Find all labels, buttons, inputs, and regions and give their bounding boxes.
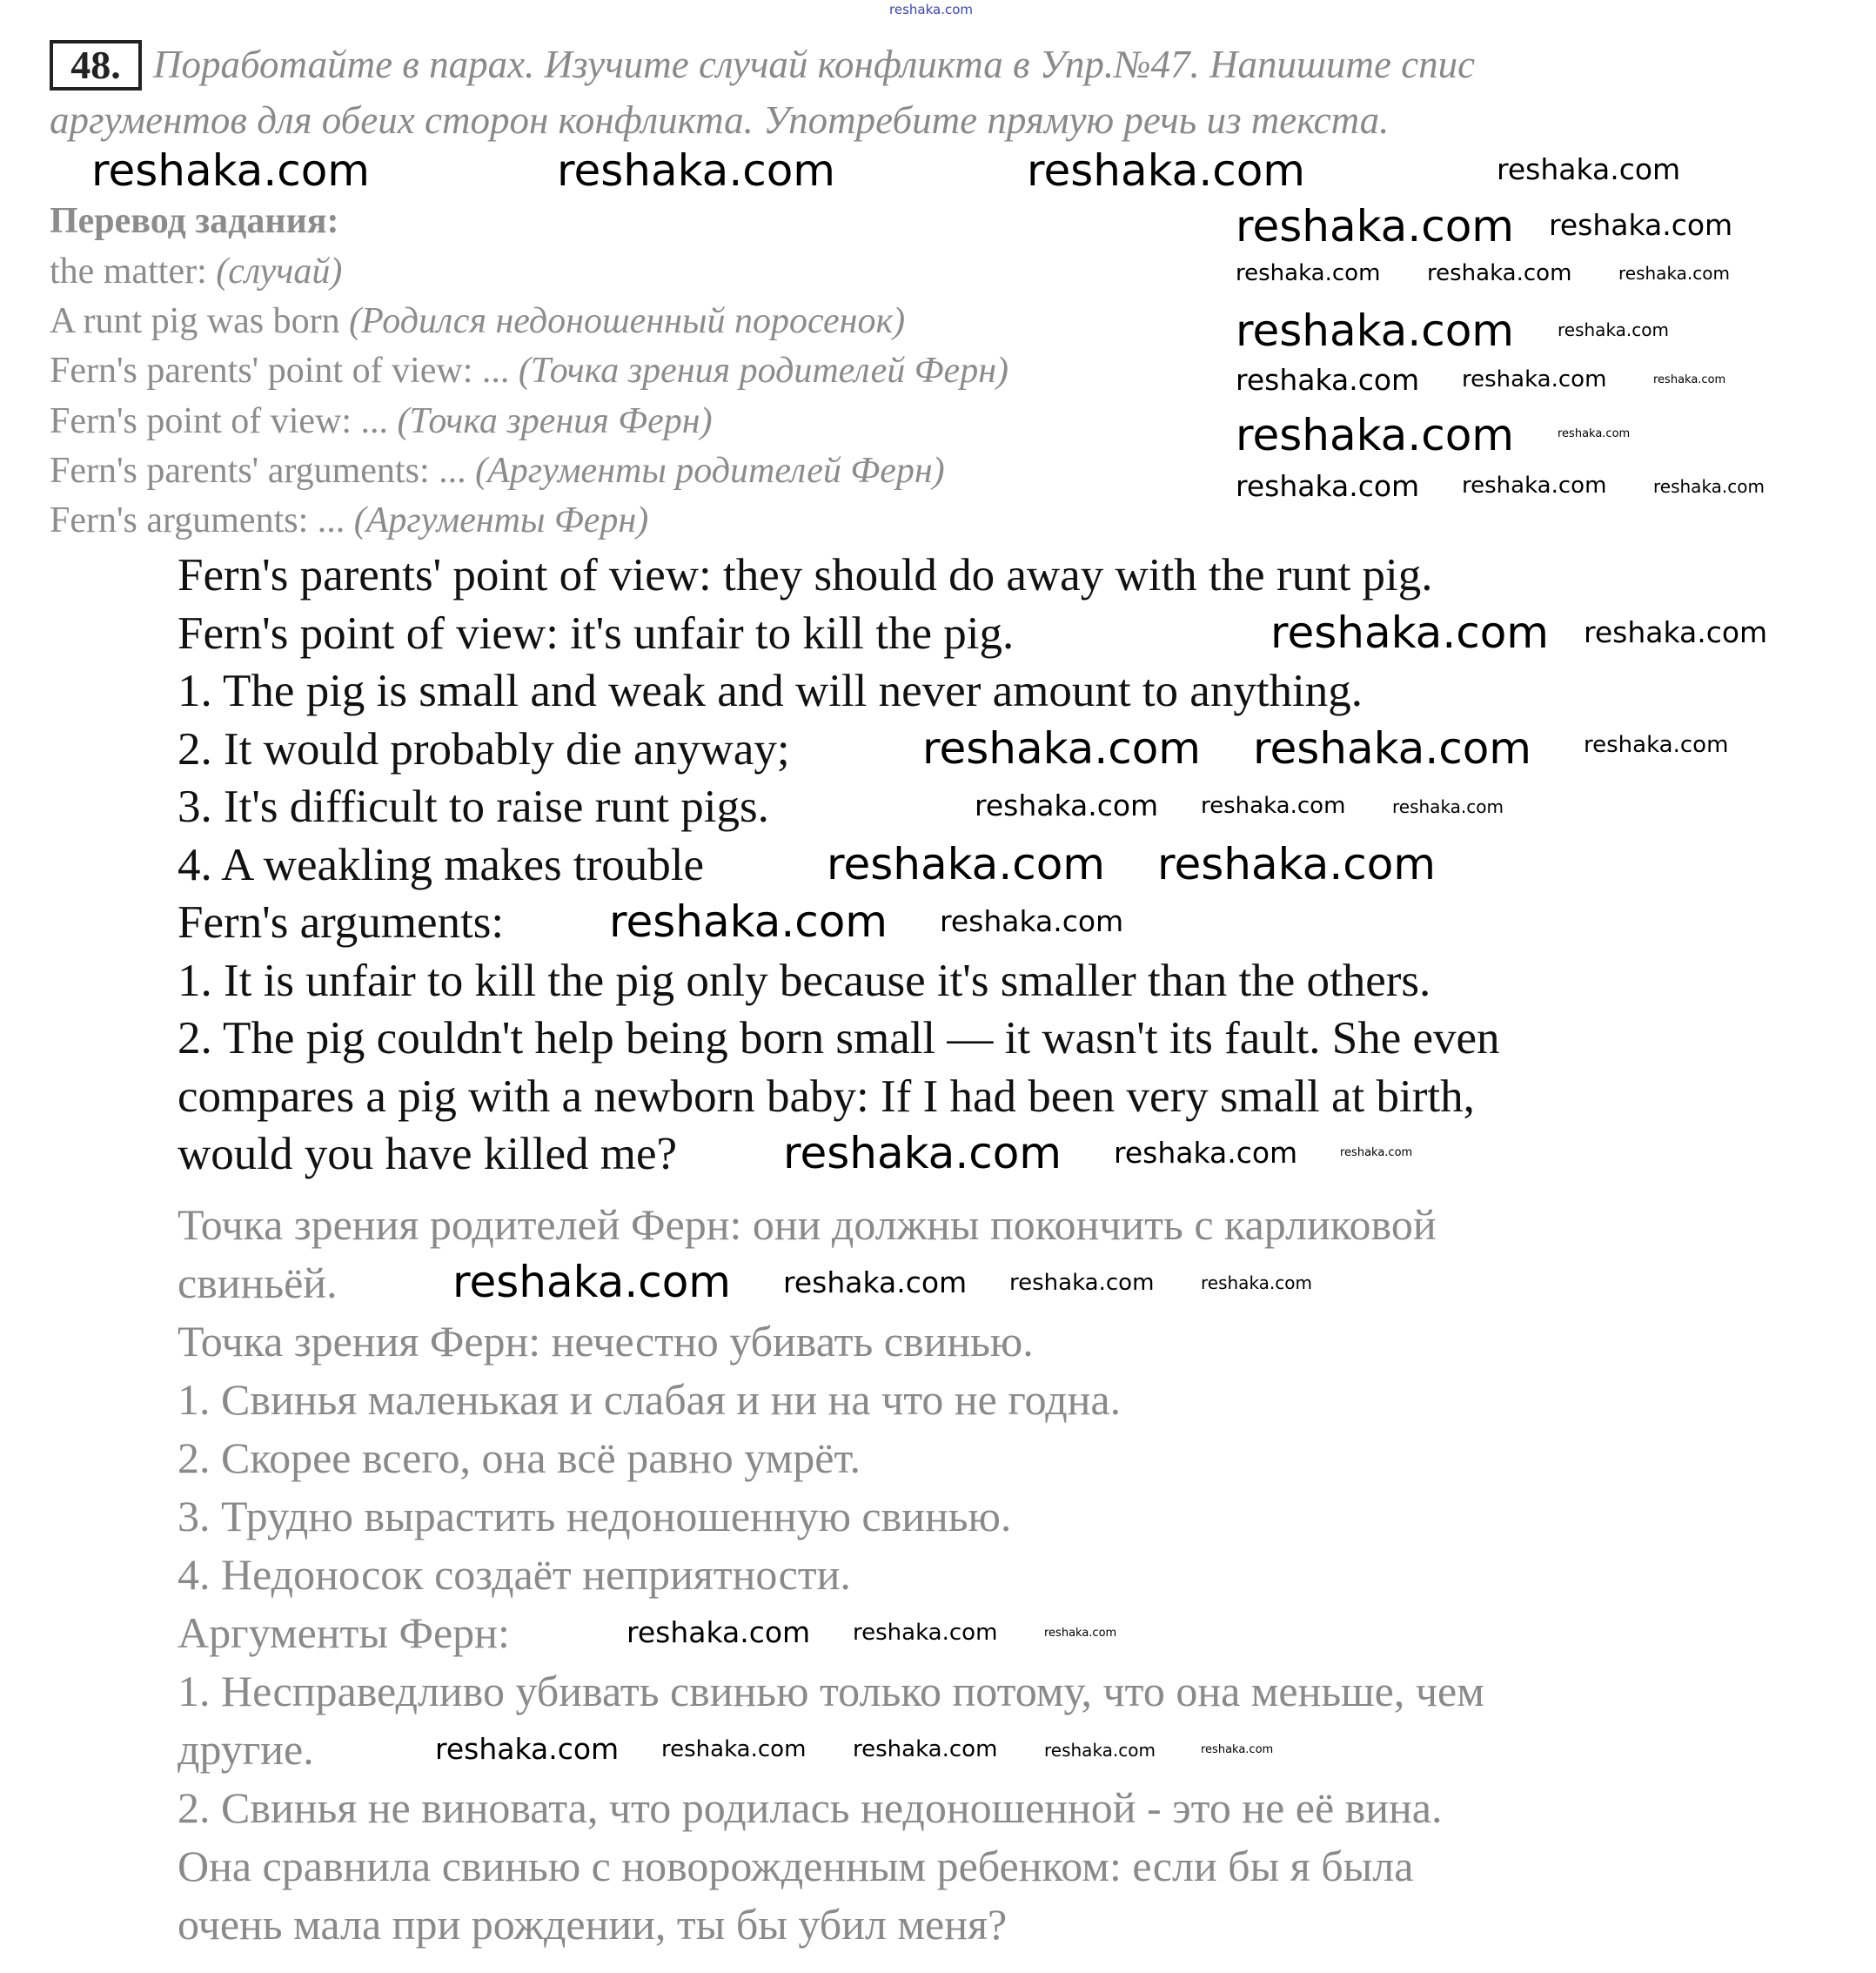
translation-heading: Перевод задания: [50,201,339,241]
watermark: reshaka.com [626,1615,811,1649]
answer-russian [178,1196,1484,1954]
answer-line: Fern's arguments: [178,897,505,948]
watermark: reshaka.com [783,1265,968,1299]
answer-line: 4. Недоносок создаёт неприятности. [178,1550,851,1599]
answer-line: Аргументы Ферн: [178,1608,510,1657]
watermark: reshaka.com [1558,427,1631,440]
watermark: reshaka.com [1157,839,1436,889]
answer-line: Она сравнила свинью с новорожденным ребенком: если бы я была [178,1842,1414,1890]
watermark: reshaka.com [853,1620,998,1646]
watermark: reshaka.com [1549,208,1733,242]
answer-line: свиньёй. [178,1258,338,1307]
translation-ru: (случай) [216,252,343,292]
watermark: reshaka.com [1584,732,1729,758]
answer-line: 1. It is unfair to kill the pig only because it's smaller than the others. [178,955,1431,1006]
watermark: reshaka.com [661,1736,807,1762]
watermark: reshaka.com [1044,1627,1117,1640]
translation-ru: (Аргументы родителей Ферн) [475,451,945,491]
answer-line: Точка зрения родителей Ферн: они должны покончить с карликовой [178,1200,1437,1249]
watermark: reshaka.com [1584,615,1768,649]
watermark: reshaka.com [1027,145,1305,196]
watermark: reshaka.com [1044,1740,1156,1761]
watermark: reshaka.com [1201,793,1346,819]
watermark: reshaka.com [1114,1136,1298,1170]
translation-ru: (Точка зрения родителей Ферн) [518,351,1009,391]
translation-item [50,300,905,342]
watermark: reshaka.com [1653,373,1726,386]
watermark: reshaka.com [1236,201,1514,252]
watermark: reshaka.com [1201,1272,1312,1293]
watermark: reshaka.com [1236,469,1420,503]
watermark: reshaka.com [1653,476,1765,497]
watermark: reshaka.com [975,789,1159,822]
answer-line: 2. The pig couldn't help being born small — it wasn't its fault. She even [178,1013,1500,1064]
translation-ru: (Родился недоношенный поросенок) [349,301,906,341]
watermark: reshaka.com [1009,1270,1155,1296]
answer-line: 1. Несправедливо убивать свинью только потому, что она меньше, чем [178,1667,1484,1715]
watermark: reshaka.com [1236,363,1420,397]
translation-en: Fern's point of view: ... [50,401,389,441]
task-line-2: аргументов для обеих сторон конфликта. Употребите прямую речь из текста. [50,98,1390,142]
answer-line: Точка зрения Ферн: нечестно убивать свинью. [178,1317,1034,1366]
watermark: reshaka.com [1462,473,1607,499]
answer-line: 1. The pig is small and weak and will never amount to anything. [178,666,1363,716]
watermark: reshaka.com [1236,305,1514,356]
answer-line: 2. Свинья не виновата, что родилась недоношенной - это не её вина. [178,1783,1443,1832]
watermark: reshaka.com [435,1732,620,1766]
watermark: reshaka.com [1427,260,1572,286]
watermark: reshaka.com [1236,410,1514,460]
answer-line: 3. Трудно вырастить недоношенную свинью. [178,1492,1012,1540]
watermark: reshaka.com [1497,152,1681,186]
translation-en: Fern's arguments: ... [50,500,345,540]
watermark: reshaka.com [922,723,1201,774]
translation-ru: (Аргументы Ферн) [353,500,649,540]
watermark: reshaka.com [1201,1743,1274,1756]
watermark: reshaka.com [940,904,1124,938]
translation-item [50,251,342,292]
watermark: reshaka.com [91,145,370,196]
watermark: reshaka.com [853,1736,998,1762]
answer-line: Fern's point of view: it's unfair to kill the pig. [178,607,1015,659]
translation-item [50,350,1008,392]
watermark: reshaka.com [827,839,1105,889]
watermark: reshaka.com [1270,607,1549,658]
watermark: reshaka.com [452,1257,731,1307]
task-line-1: Поработайте в парах. Изучите случай конфликта в Упр.№47. Напишите спис [153,43,1476,86]
translation-en: the matter: [50,252,207,292]
watermark: reshaka.com [1392,796,1504,817]
answer-line: 1. Свинья маленькая и слабая и ни на что не годна. [178,1375,1122,1424]
answer-line: 2. Скорее всего, она всё равно умрёт. [178,1433,861,1482]
answer-line: compares a pig with a newborn baby: If I had been very small at birth, [178,1070,1475,1122]
answer-line: 3. It's difficult to raise runt pigs. [178,782,769,832]
watermark: reshaka.com [1558,319,1669,340]
watermark: reshaka.com [1618,263,1730,284]
site-mark[interactable]: reshaka.com [889,2,973,17]
answer-line: would you have killed me? [178,1129,678,1179]
translation-en: Fern's parents' arguments: ... [50,451,466,491]
watermark: reshaka.com [1462,366,1607,393]
watermark: reshaka.com [557,145,835,196]
watermark: reshaka.com [1253,723,1531,774]
watermark: reshaka.com [783,1128,1062,1178]
watermark: reshaka.com [1236,260,1381,286]
translation-en: Fern's parents' point of view: ... [50,351,510,391]
watermark: reshaka.com [1340,1146,1413,1159]
answer-line: 4. A weakling makes trouble [178,839,704,890]
translation-item [50,450,945,492]
exercise-number: 48. [50,40,142,91]
translation-ru: (Точка зрения Ферн) [397,401,713,441]
answer-line: Fern's parents' point of view: they should do away with the runt pig. [178,550,1433,601]
translation-item [50,400,713,442]
translation-en: A runt pig was born [50,301,340,341]
answer-line: очень мала при рождении, ты бы убил меня? [178,1900,1008,1949]
answer-line: другие. [178,1725,314,1774]
answer-line: 2. It would probably die anyway; [178,723,790,775]
watermark: reshaka.com [609,896,888,947]
translation-item [50,500,648,541]
